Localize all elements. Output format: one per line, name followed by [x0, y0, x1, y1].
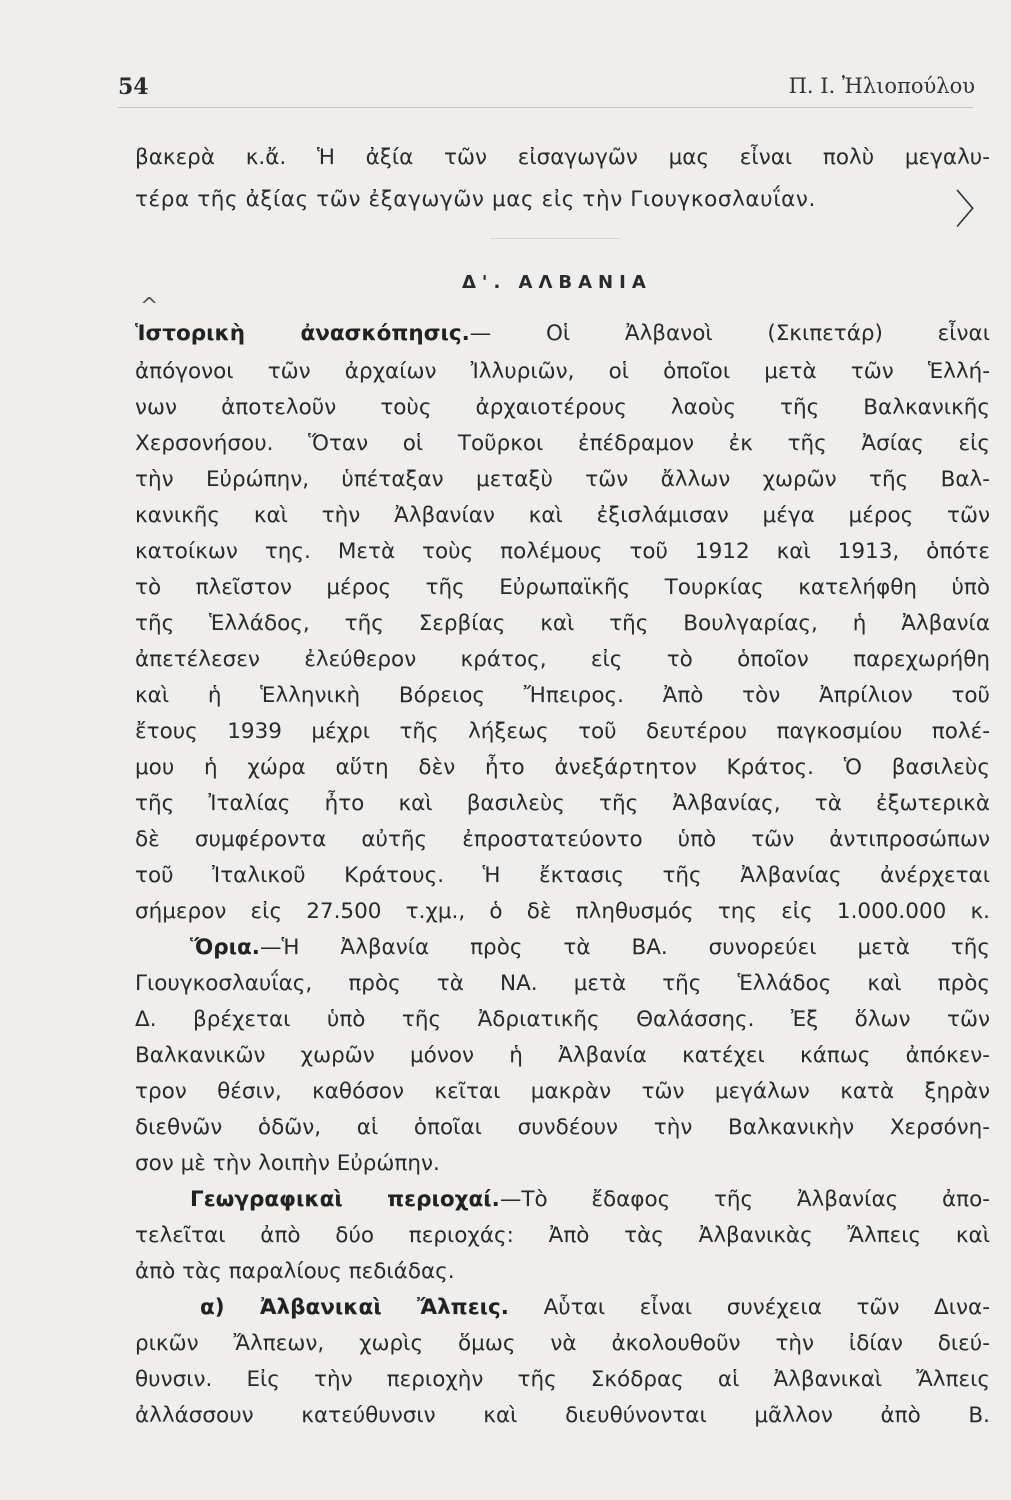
body-line: ἔτους 1939 μέχρι τῆς λήξεως τοῦ δευτέρου παγκοσμίου πολέ-	[135, 719, 990, 744]
body-line: δὲ συμφέροντα αὐτῆς ἐπροστατεύοντο ὑπὸ τῶν ἀντιπροσώπων	[135, 827, 990, 852]
header-divider	[118, 107, 973, 108]
section-title: Δ'. ΑΛΒΑΝΙΑ	[462, 272, 652, 293]
geo-regions-lead-text: —Τὸ ἔδαφος τῆς Ἀλβανίας ἀπο-	[499, 1187, 990, 1212]
running-header-author: Π. Ι. Ἠλιοπούλου	[788, 74, 975, 98]
body-line: σήμερον εἰς 27.500 τ.χμ., ὁ δὲ πληθυσμός της εἰς 1.000.000 κ.	[135, 899, 990, 924]
body-line: τοῦ Ἰταλικοῦ Κράτους. Ἡ ἔκτασις τῆς Ἀλβανίας ἀνέρχεται	[135, 863, 990, 888]
section-divider	[490, 238, 620, 239]
body-line: τῆς Ἑλλάδος, τῆς Σερβίας καὶ τῆς Βουλγαρίας, ἡ Ἀλβανία	[135, 611, 990, 636]
page-number: 54	[118, 74, 149, 100]
alps-heading: α) Ἀλβανικαὶ Ἄλπεις.	[200, 1295, 509, 1320]
body-line: Βαλκανικῶν χωρῶν μόνον ἡ Ἀλβανία κατέχει κάπως ἀπόκεν-	[135, 1043, 990, 1068]
paragraph-lead-line	[190, 937, 990, 959]
borders-heading: Ὅρια.	[190, 935, 260, 960]
body-line: Χερσονήσου. Ὅταν οἱ Τοῦρκοι ἐπέδραμον ἐκ τῆς Ἀσίας εἰς	[135, 431, 990, 456]
body-line: νων ἀποτελοῦν τοὺς ἀρχαιοτέρους λαοὺς τῆς Βαλκανικῆς	[135, 395, 990, 420]
body-line: τέρα τῆς ἀξίας τῶν ἐξαγωγῶν μας εἰς τὴν Γιουγκοσλαυΐαν.	[135, 187, 816, 212]
body-line: βακερὰ κ.ἄ. Ἡ ἀξία τῶν εἰσαγωγῶν μας εἶναι πολὺ μεγαλυ-	[135, 145, 990, 170]
margin-bracket-mark: 〉	[955, 187, 995, 233]
body-line: ἀπετέλεσεν ἐλεύθερον κράτος, εἰς τὸ ὁποῖον παρεχωρήθη	[135, 647, 990, 672]
paragraph-lead-line	[190, 1189, 990, 1211]
paragraph-lead-line	[200, 1297, 990, 1319]
body-line: τὸ πλεῖστον μέρος τῆς Εὐρωπαϊκῆς Τουρκίας κατελήφθη ὑπὸ	[135, 575, 990, 600]
body-line: τὴν Εὐρώπην, ὑπέταξαν μεταξὺ τῶν ἄλλων χωρῶν τῆς Βαλ-	[135, 467, 990, 492]
body-line: κατοίκων της. Μετὰ τοὺς πολέμους τοῦ 1912 καὶ 1913, ὁπότε	[135, 539, 990, 564]
body-line: τῆς Ἰταλίας ἦτο καὶ βασιλεὺς τῆς Ἀλβανίας, τὰ ἐξωτερικὰ	[135, 791, 990, 816]
body-line: σον μὲ τὴν λοιπὴν Εὐρώπην.	[135, 1151, 440, 1176]
body-line: ἀπὸ τὰς παραλίους πεδιάδας.	[135, 1259, 455, 1284]
history-heading: Ἱστορικὴ ἀνασκόπησις.	[135, 321, 470, 346]
body-line: ἀλλάσσουν κατεύθυνσιν καὶ διευθύνονται μᾶλλον ἀπὸ Β.	[135, 1403, 990, 1428]
body-line: ἀπόγονοι τῶν ἀρχαίων Ἰλλυριῶν, οἱ ὁποῖοι μετὰ τῶν Ἑλλή-	[135, 359, 990, 384]
history-lead-text: — Οἱ Ἀλβανοὶ (Σκιπετάρ) εἶναι	[469, 321, 990, 346]
alps-lead-text: Αὗται εἶναι συνέχεια τῶν Δινα-	[543, 1295, 990, 1320]
margin-caret-mark: ^	[140, 294, 159, 319]
body-line: ρικῶν Ἄλπεων, χωρὶς ὅμως νὰ ἀκολουθοῦν τὴν ἰδίαν διεύ-	[135, 1331, 990, 1356]
paragraph-lead-line	[135, 323, 990, 345]
body-line: θυνσιν. Εἰς τὴν περιοχὴν τῆς Σκόδρας αἱ Ἀλβανικαὶ Ἄλπεις	[135, 1367, 990, 1392]
body-line: μου ἡ χώρα αὕτη δὲν ἦτο ἀνεξάρτητον Κράτος. Ὁ βασιλεὺς	[135, 755, 990, 780]
body-line: Δ. βρέχεται ὑπὸ τῆς Ἀδριατικῆς Θαλάσσης. Ἐξ ὅλων τῶν	[135, 1007, 990, 1032]
body-line: τρον θέσιν, καθόσον κεῖται μακρὰν τῶν μεγάλων κατὰ ξηρὰν	[135, 1079, 990, 1104]
geo-regions-heading: Γεωγραφικαὶ περιοχαί.	[190, 1187, 500, 1212]
borders-lead-text: —Ἡ Ἀλβανία πρὸς τὰ ΒΑ. συνορεύει μετὰ τῆς	[259, 935, 990, 960]
body-line: κανικῆς καὶ τὴν Ἀλβανίαν καὶ ἐξισλάμισαν μέγα μέρος τῶν	[135, 503, 990, 528]
body-line: καὶ ἡ Ἑλληνικὴ Βόρειος Ἤπειρος. Ἀπὸ τὸν Ἀπρίλιον τοῦ	[135, 683, 990, 708]
body-line: Γιουγκοσλαυΐας, πρὸς τὰ ΝΑ. μετὰ τῆς Ἑλλάδος καὶ πρὸς	[135, 971, 990, 996]
body-line: τελεῖται ἀπὸ δύο περιοχάς: Ἀπὸ τὰς Ἀλβανικὰς Ἄλπεις καὶ	[135, 1223, 990, 1248]
body-line: διεθνῶν ὁδῶν, αἱ ὁποῖαι συνδέουν τὴν Βαλκανικὴν Χερσόνη-	[135, 1115, 990, 1140]
